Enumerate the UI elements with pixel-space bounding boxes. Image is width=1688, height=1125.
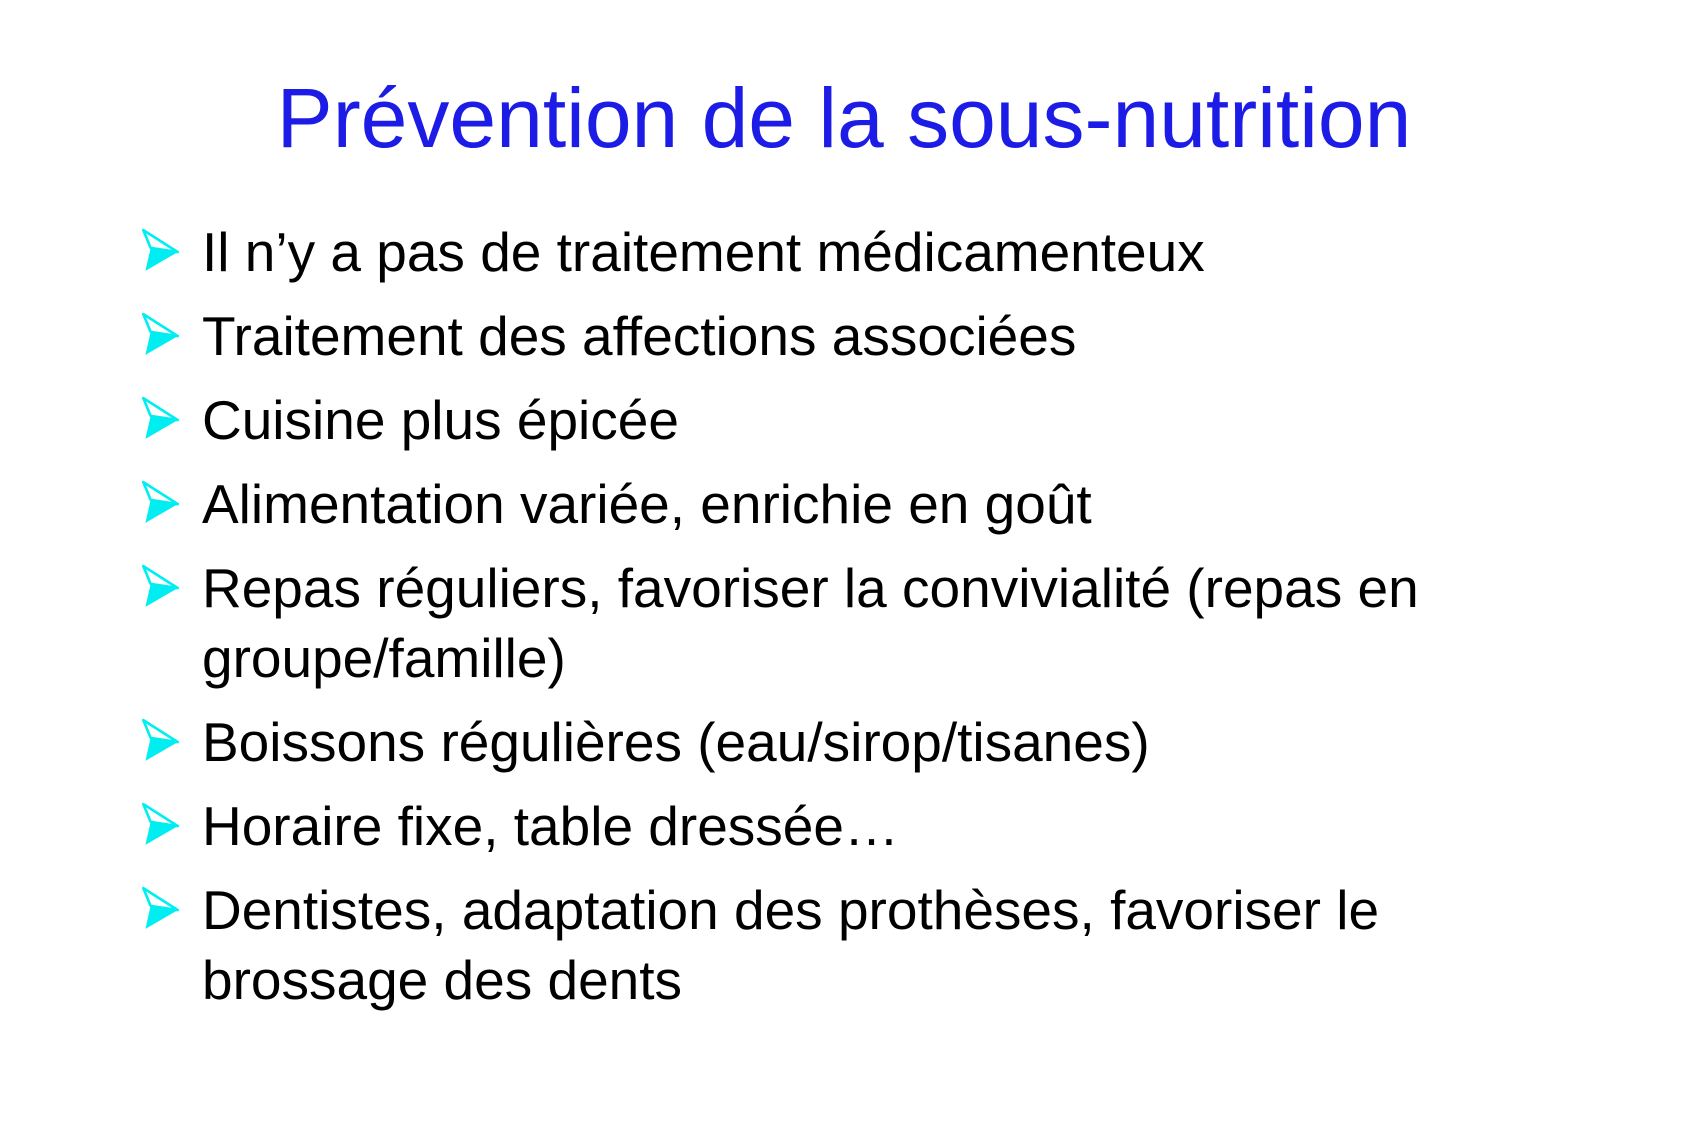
bullet-text: Horaire fixe, table dressée… xyxy=(202,795,899,857)
arrowhead-bullet-icon xyxy=(136,394,182,442)
arrowhead-bullet-icon xyxy=(136,884,182,932)
arrowhead-bullet-icon xyxy=(136,716,182,764)
bullet-list xyxy=(136,217,1566,1029)
bullet-item xyxy=(136,469,1566,539)
bullet-text: Traitement des affections associées xyxy=(202,305,1077,367)
bullet-item xyxy=(136,791,1566,861)
bullet-item xyxy=(136,707,1566,777)
arrowhead-bullet-icon xyxy=(136,226,182,274)
arrowhead-bullet-icon xyxy=(136,310,182,358)
bullet-item xyxy=(136,217,1566,287)
arrowhead-bullet-icon xyxy=(136,478,182,526)
bullet-text: Il n’y a pas de traitement médicamenteux xyxy=(202,221,1205,283)
arrowhead-bullet-icon xyxy=(136,562,182,610)
bullet-text: Boissons régulières (eau/sirop/tisanes) xyxy=(202,711,1150,773)
bullet-item xyxy=(136,553,1566,693)
bullet-text: Dentistes, adaptation des prothèses, favoriser le brossage des dents xyxy=(202,879,1380,1011)
bullet-item xyxy=(136,875,1566,1015)
bullet-item xyxy=(136,301,1566,371)
arrowhead-bullet-icon xyxy=(136,800,182,848)
bullet-item xyxy=(136,385,1566,455)
bullet-text: Repas réguliers, favoriser la convivialité (repas en groupe/famille) xyxy=(202,557,1419,689)
bullet-text: Alimentation variée, enrichie en goût xyxy=(202,473,1092,535)
bullet-text: Cuisine plus épicée xyxy=(202,389,679,451)
slide-title: Prévention de la sous-nutrition xyxy=(276,71,1412,165)
